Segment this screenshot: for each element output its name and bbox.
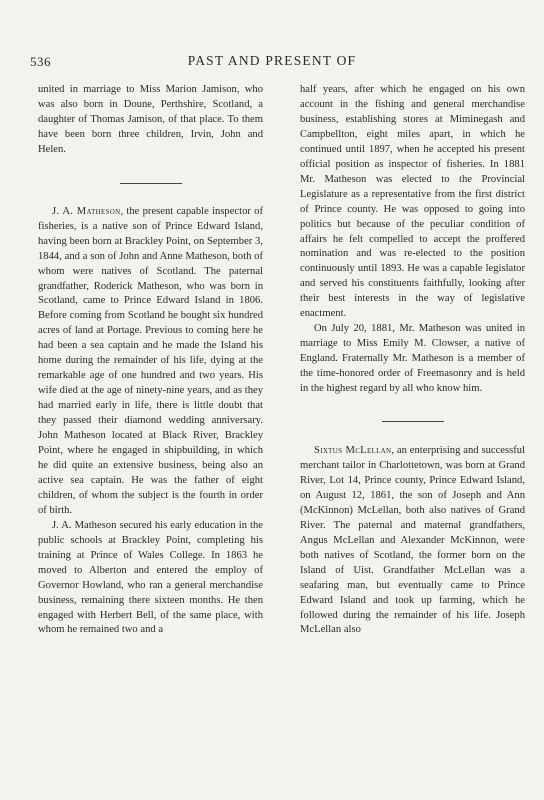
paragraph-text: , the present capable inspector of fisheries, is a native son of Prince Edward Island, having been born at Brackley Point, on September 3, 1844, and a son of John and Anne Matheson, both of whom were natives of Scotland. The paternal grandfather, Roderick Matheson, who was born in Scotland, came to Prince Edward Island in 1806. Before coming from Scotland he bought six hundred acres of land at Portage. Previous to coming here he had been a sea captain and he made the Island his home during the remainder of his life, dying at the remarkable age of one hundred and two years. His wife died at the age of ninety-nine years, and as they had married early in life, there is little doubt that they passed their diamond wedding anniversary. John Matheson located at Black River, Brackley Point, where he engaged in shipbuilding, in which he did quite an extensive business, being also an active sea captain. He was the father of eight children, of whom the subject is the fourth in order of birth. (38, 205, 263, 516)
paragraph (300, 444, 525, 638)
paragraph (38, 205, 263, 519)
paragraph-text: , an enterprising and successful merchant tailor in Charlottetown, was born at Grand River, Lot 14, Prince county, Prince Edward Island, on August 12, 1861, the son of Joseph and Ann (McKinnon) McLellan, both also natives of Grand River. The paternal and maternal grandfathers, Angus McLellan and Alexander McKinnon, were both natives of Scotland, the former born on the Island of Uist. Grandfather McLellan was a seafaring man, but eventually came to Prince Edward Island and took up farming, which he followed during the remainder of his life. Joseph McLellan also (300, 445, 525, 636)
right-column (300, 83, 525, 638)
paragraph: J. A. Matheson secured his early education in the public schools at Brackley Point, completing his training at Prince of Wales College. In 1863 he moved to Alberton and entered the employ of Governor Howland, who ran a general merchandise business, remaining there sixteen months. He then engaged with Herbert Bell, of the same place, with whom he remained two and a (38, 519, 263, 636)
running-head: PAST AND PRESENT OF (187, 53, 357, 68)
biography-name: J. A. Matheson (52, 205, 121, 217)
page-number: 536 (30, 54, 51, 69)
paragraph: united in marriage to Miss Marion Jamison, who was also born in Doune, Perthshire, Scotland, a daughter of Thomas Jamison, of that place. To them have been born three children, Irvin, John and Helen. (38, 84, 263, 155)
section-divider (120, 183, 182, 184)
paragraph: On July 20, 1881, Mr. Matheson was united in marriage to Miss Emily M. Clowser, a native of England. Fraternally Mr. Matheson is a member of the time-honored order of Freemasonry and is held in the highest regard by all who know him. (300, 323, 525, 395)
biography-name: Sixtus McLellan (314, 445, 392, 457)
left-column (38, 83, 263, 638)
paragraph: half years, after which he engaged on his own account in the fishing and general merchandise business, establishing stores at Miminegash and Campbellton, eight miles apart, in which he continued until 1897, when he accepted his present official position as inspector of fisheries. In 1881 Mr. Matheson was elected to the Provincial Legislature as a representative from the first district of Prince county. He was opposed to going into politics but because of the peculiar condition of affairs he felt compelled to accept the proffered nomination and was re-elected to the position continuously until 1893. He was a capable legislator and served his constituents faithfully, looking after their best interests in the way of legislative enactment. (300, 84, 525, 320)
section-divider (382, 421, 444, 422)
